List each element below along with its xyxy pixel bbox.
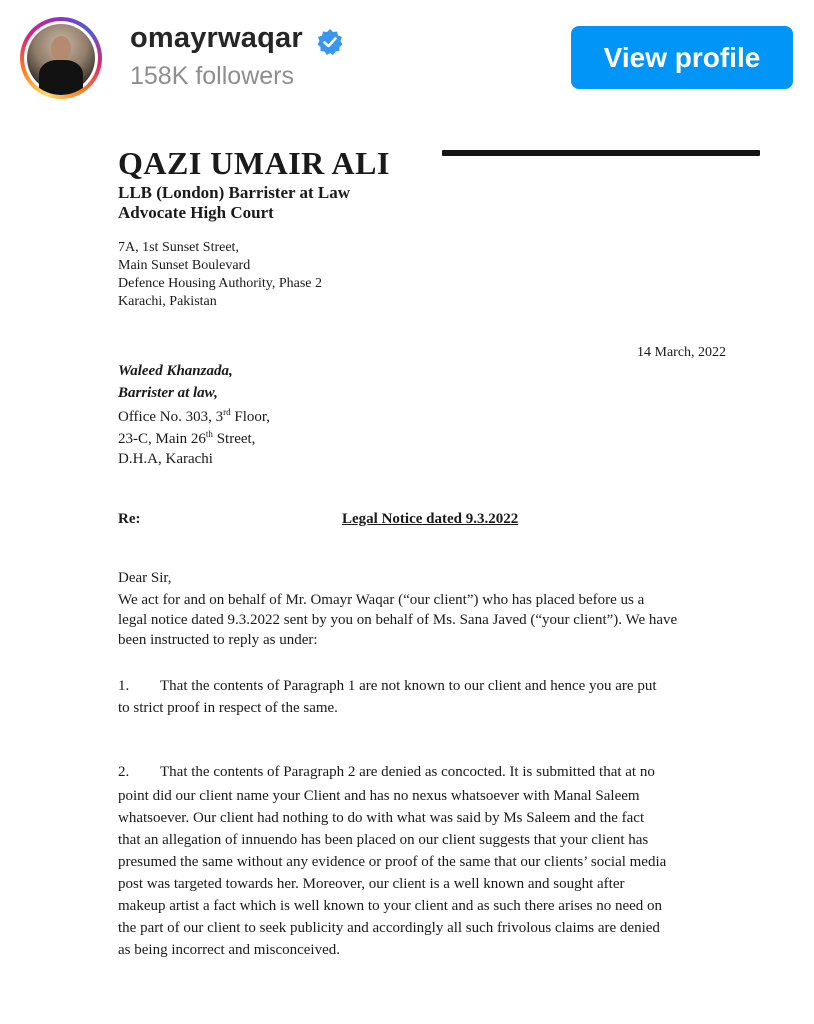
- intro-line: legal notice dated 9.3.2022 sent by you on behalf of Ms. Sana Javed (“your client”). We have: [118, 612, 678, 628]
- paragraph-1-line: to strict proof in respect of the same.: [118, 700, 338, 716]
- recipient-office-text: Office No. 303, 3: [118, 409, 224, 425]
- recipient-street-sup: th: [205, 429, 213, 439]
- letterhead-credential: LLB (London) Barrister at Law: [118, 183, 351, 202]
- paragraph-2-line: whatsoever. Our client had nothing to do with what was said by Ms Saleem and the fact: [118, 810, 645, 826]
- paragraph-2-line: presumed the same without any evidence or proof of the same that our clients’ social media: [118, 854, 667, 870]
- paragraph-2-line: the part of our client to seek publicity and accordingly all such frivolous claims are denied: [118, 920, 660, 936]
- sender-address-line: Main Sunset Boulevard: [118, 258, 251, 273]
- avatar-photo: [27, 24, 95, 92]
- recipient-office-text: Floor,: [230, 409, 271, 425]
- avatar-frame: [24, 21, 98, 95]
- intro-line: We act for and on behalf of Mr. Omayr Waqar (“our client”) who has placed before us a: [118, 592, 645, 608]
- paragraph-2-line: as being incorrect and misconceived.: [118, 942, 340, 958]
- letterhead-name: QAZI UMAIR ALI: [118, 145, 390, 181]
- paragraph-2-line: point did our client name your Client and has no nexus whatsoever with Manal Saleem: [118, 788, 640, 804]
- paragraph-2-line: makeup artist a fact which is well known to your client and as such there arises no need on: [118, 898, 663, 914]
- recipient-name: Waleed Khanzada,: [118, 363, 233, 379]
- view-profile-button[interactable]: View profile: [571, 26, 793, 89]
- letter-subject: Legal Notice dated 9.3.2022: [342, 511, 519, 527]
- follower-count: 158K followers: [130, 62, 294, 90]
- re-label: Re:: [118, 511, 141, 527]
- sender-address-line: 7A, 1st Sunset Street,: [118, 240, 239, 255]
- recipient-street-text: Street,: [212, 431, 256, 447]
- letter-date: 14 March, 2022: [637, 345, 727, 360]
- salutation: Dear Sir,: [118, 570, 172, 586]
- paragraph-2-line: post was targeted towards her. Moreover, our client is a well known and sought after: [118, 876, 625, 892]
- sender-address-line: Karachi, Pakistan: [118, 294, 217, 309]
- recipient-street-text: 23-C, Main 26: [118, 431, 206, 447]
- recipient-office-sup: rd: [223, 407, 231, 417]
- paragraph-number: 2.: [118, 764, 130, 780]
- paragraph-1-line: That the contents of Paragraph 1 are not known to our client and hence you are put: [160, 678, 657, 694]
- intro-line: been instructed to reply as under:: [118, 632, 318, 648]
- recipient-city: D.H.A, Karachi: [118, 451, 213, 467]
- recipient-title: Barrister at law,: [118, 385, 218, 401]
- recipient-street: [118, 429, 255, 448]
- paragraph-number: 1.: [118, 678, 130, 694]
- paragraph-2-line: That the contents of Paragraph 2 are denied as concocted. It is submitted that at no: [160, 764, 655, 780]
- letterhead-credential: Advocate High Court: [118, 203, 274, 222]
- sender-address-line: Defence Housing Authority, Phase 2: [118, 276, 322, 291]
- paragraph-2-line: that an allegation of innuendo has been placed on our client suggests that your client has: [118, 832, 649, 848]
- recipient-office: [118, 407, 270, 426]
- legal-letter: [0, 110, 814, 1024]
- avatar[interactable]: [20, 17, 102, 99]
- verified-badge-icon: [316, 28, 344, 56]
- post-header: [0, 0, 814, 110]
- avatar-body-shape: [39, 60, 83, 95]
- avatar-head-shape: [51, 36, 71, 60]
- letterhead-rule: [442, 150, 760, 156]
- username[interactable]: omayrwaqar: [130, 22, 303, 54]
